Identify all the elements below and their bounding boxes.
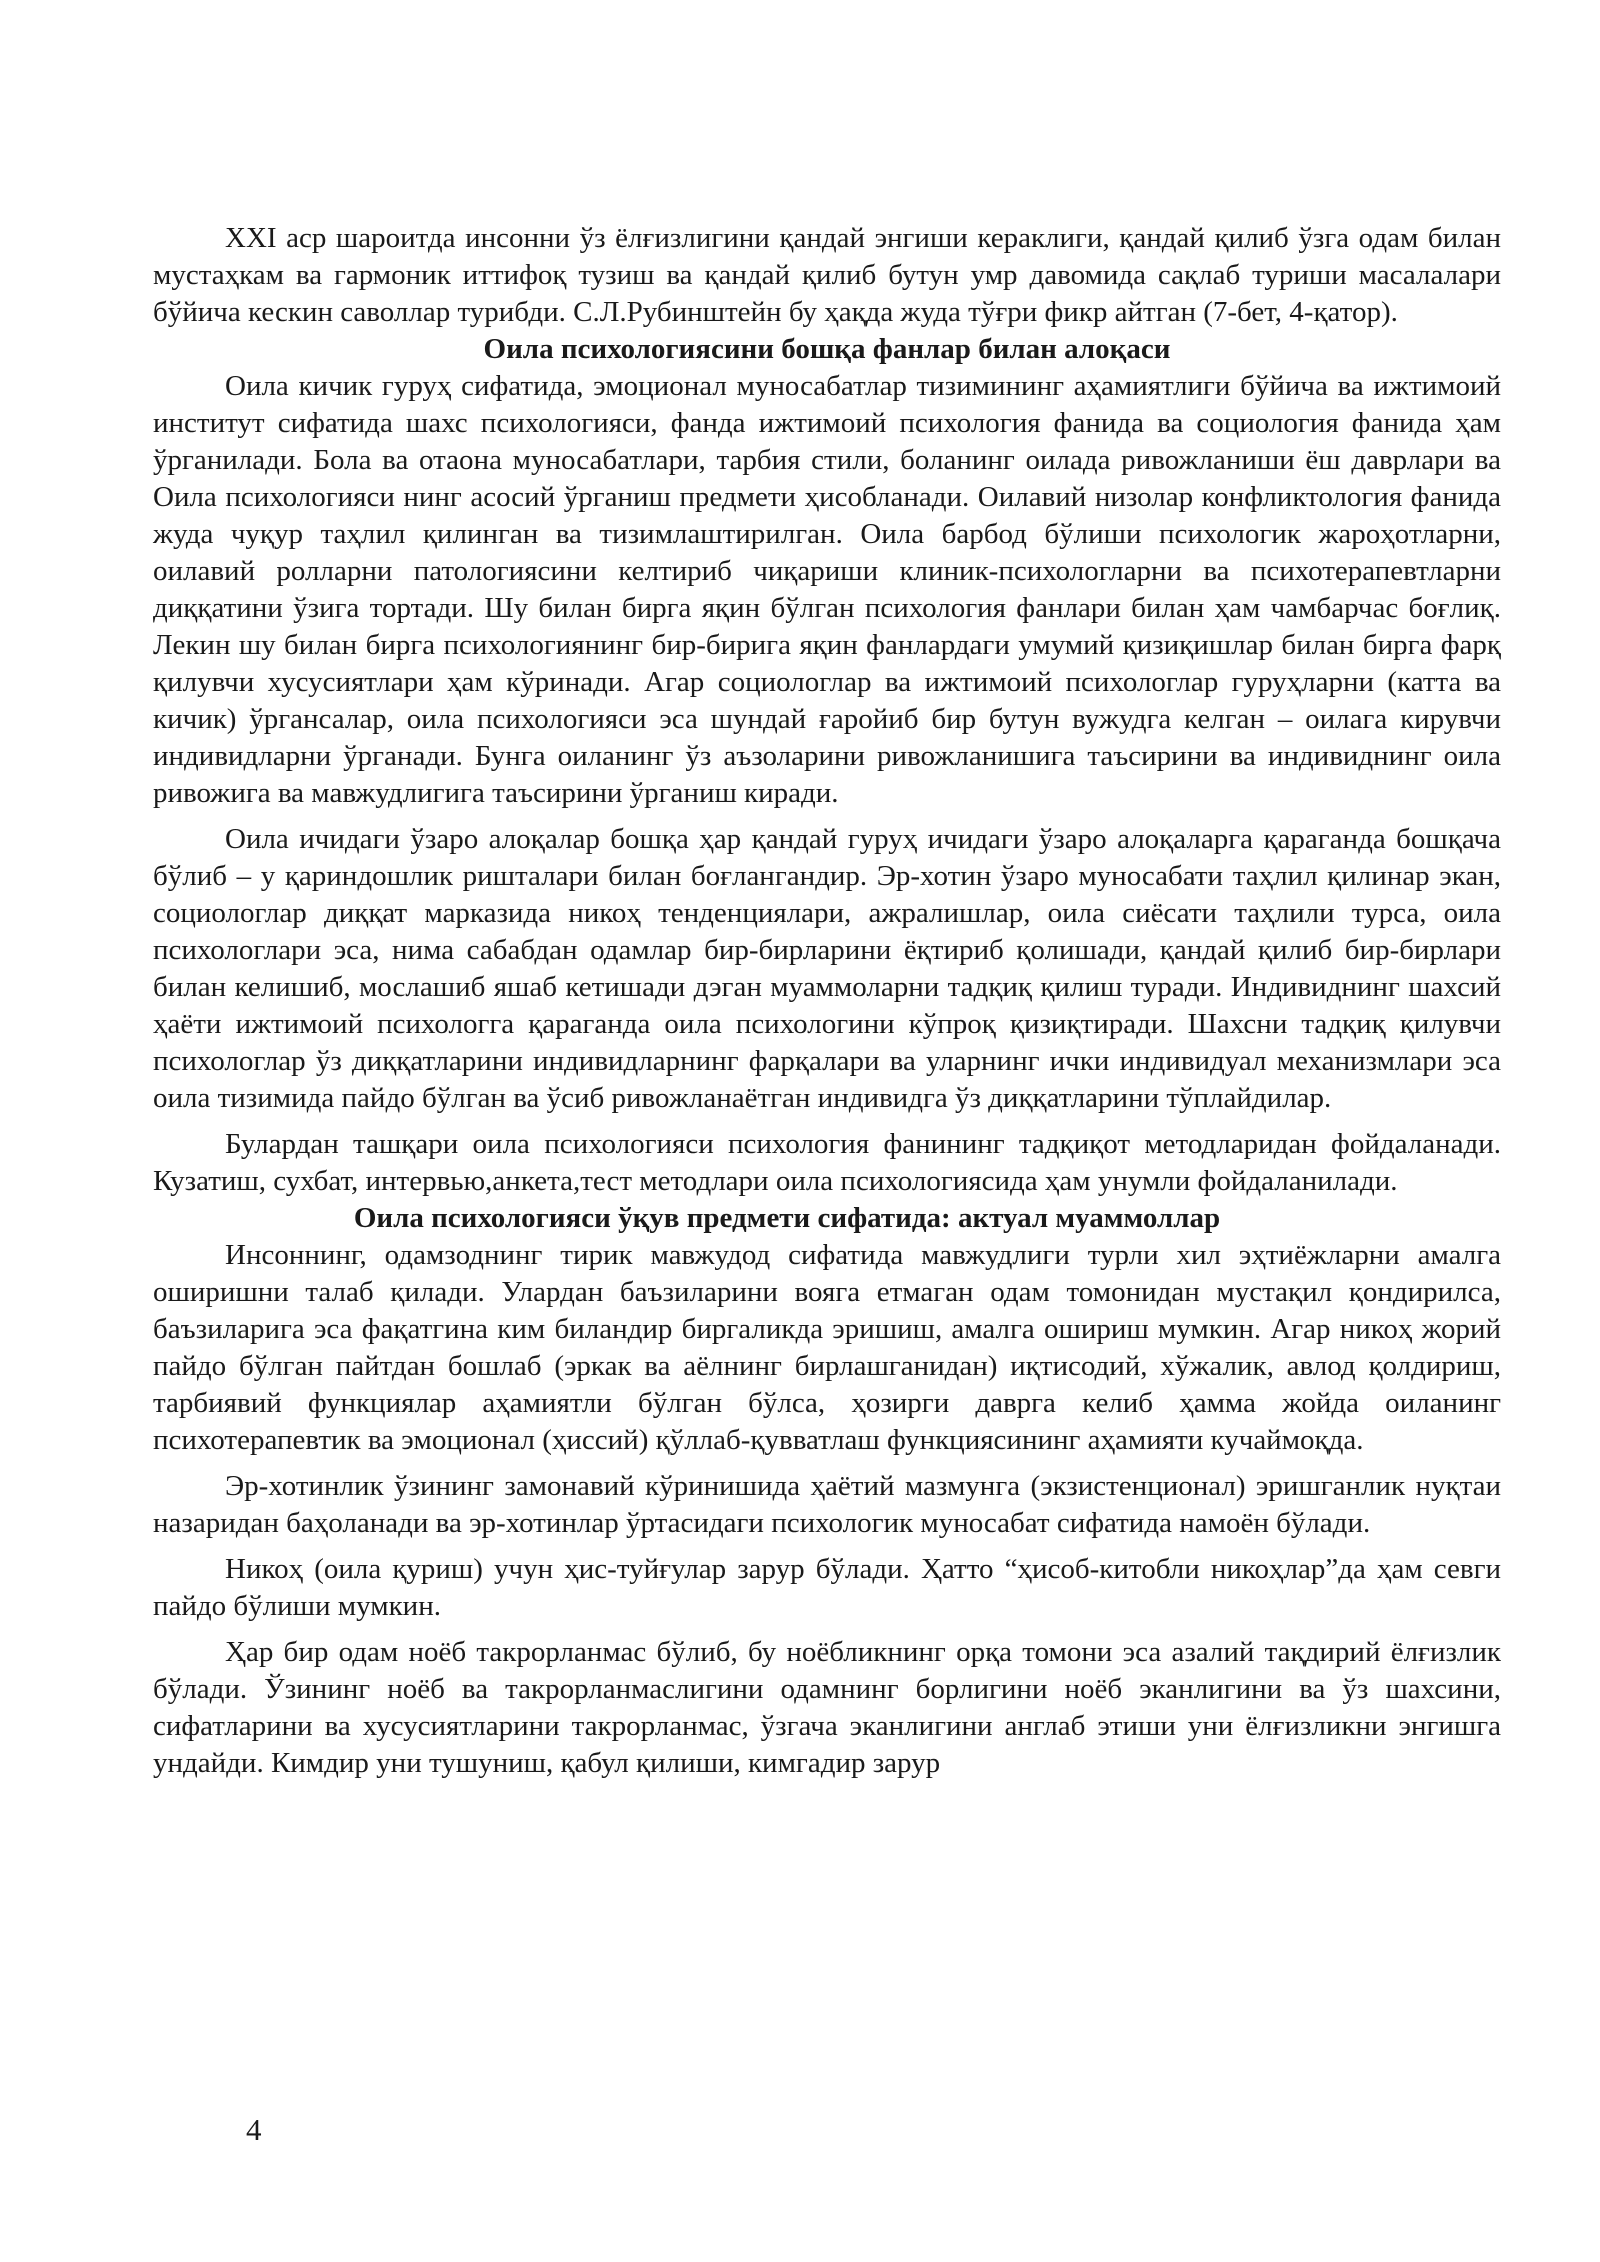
document-body <box>153 220 1501 1791</box>
paragraph-6: Эр-хотинлик ўзининг замонавий кўринишида ҳаётий мазмунга (экзистенционал) эришганлик нуқтаи назаридан баҳоланади ва эр-хотинлар ўртасидаги психологик муносабат сифатида намоён бўлади. <box>153 1470 1501 1539</box>
paragraph-7: Никоҳ (оила қуриш) учун ҳис-туйғулар зарур бўлади. Ҳатто “ҳисоб-китобли никоҳлар”да ҳам севги пайдо бўлиши мумкин. <box>153 1553 1501 1622</box>
section-heading-1: Оила психологиясини бошқа фанлар билан алоқаси <box>483 333 1171 365</box>
paragraph-4: Булардан ташқари оила психологияси психология фанининг тадқиқот методларидан фойдаланади. Кузатиш, сухбат, интервью,анкета,тест методлари оила психологиясида ҳам унумли фойдаланилади. <box>153 1128 1501 1197</box>
page-number: 4 <box>246 2112 262 2147</box>
paragraph-2: Оила кичик гуруҳ сифатида, эмоционал муносабатлар тизимининг аҳамиятлиги бўйича ва ижтимоий институт сифатида шахс психологияси, фанда ижтимоий психология фанида ва социология фанида ҳам ўрганилади. Бола ва отаона муносабатлари, тарбия стили, боланинг оилада ривожланиши ёш даврлари ва Оила психологияси нинг асосий ўрганиш предмети ҳисобланади. Оилавий низолар конфликтология фанида жуда чуқур таҳлил қилинган ва тизимлаштирилган. Оила барбод бўлиши психологик жароҳотларни, оилавий ролларни патологиясини келтириб чиқариши клиник-психологларни ва психотерапевтларни диққатини ўзига тортади. Шу билан бирга яқин бўлган психология фанлари билан ҳам чамбарчас боғлиқ. Лекин шу билан бирга психологиянинг бир-бирига яқин фанлардаги умумий қизиқишлар билан бирга фарқ қилувчи хусусиятлари ҳам кўринади. Агар социологлар ва ижтимоий психологлар гуруҳларни (катта ва кичик) ўргансалар, оила психологияси эса шундай ғаройиб бир бутун вужудга келган – оилага кирувчи индивидларни ўрганади. Бунга оиланинг ўз аъзоларини ривожланишига таъсирини ва индивиднинг оила ривожига ва мавжудлигига таъсирини ўрганиш киради. <box>153 370 1501 809</box>
section-heading-2: Оила психологияси ўқув предмети сифатида: актуал муаммоллар <box>353 1202 1221 1234</box>
paragraph-8: Ҳар бир одам ноёб такрорланмас бўлиб, бу ноёбликнинг орқа томони эса азалий тақдирий ёлғизлик бўлади. Ўзининг ноёб ва такрорланмаслигини одамнинг борлигини ноёб эканлигини ва ўз шахсини, сифатларини ва хусусиятларини такрорланмас, ўзгача эканлигини англаб этиши уни ёлғизликни энгишга ундайди. Кимдир уни тушуниш, қабул қилиши, кимгадир зарур <box>153 1636 1501 1779</box>
paragraph-5: Инсоннинг, одамзоднинг тирик мавжудод сифатида мавжудлиги турли хил эҳтиёжларни амалга оширишни талаб қилади. Улардан баъзиларини вояга етмаган одам томонидан мустақил қондирилса, баъзиларига эса фақатгина ким биландир биргаликда эришиш, амалга ошириш мумкин. Агар никоҳ жорий пайдо бўлган пайтдан бошлаб (эркак ва аёлнинг бирлашганидан) иқтисодий, хўжалик, авлод қолдириш, тарбиявий функциялар аҳамиятли бўлган бўлса, ҳозирги даврга келиб ҳамма жойда оиланинг психотерапевтик ва эмоционал (ҳиссий) қўллаб-қувватлаш функциясининг аҳамияти кучаймоқда. <box>153 1239 1501 1456</box>
paragraph-3: Оила ичидаги ўзаро алоқалар бошқа ҳар қандай гуруҳ ичидаги ўзаро алоқаларга қараганда бошқача бўлиб – у қариндошлик ришталари билан боғлангандир. Эр-хотин ўзаро муносабати таҳлил қилинар экан, социологлар диққат марказида никоҳ тенденциялари, ажралишлар, оила сиёсати таҳлили турса, оила психологлари эса, нима сабабдан одамлар бир-бирларини ёқтириб қолишади, қандай қилиб бир-бирлари билан келишиб, мослашиб яшаб кетишади дэган муаммоларни тадқиқ қилиш туради. Индивиднинг шахсий ҳаёти ижтимоий психологга қараганда оила психологини кўпроқ қизиқтиради. Шахсни тадқиқ қилувчи психологлар ўз диққатларини индивидларнинг фарқалари ва уларнинг ички индивидуал механизмлари эса оила тизимида пайдо бўлган ва ўсиб ривожланаётган индивидга ўз диққатларини тўплайдилар. <box>153 823 1501 1114</box>
paragraph-1: XXI аср шароитда инсонни ўз ёлғизлигини қандай энгиши кераклиги, қандай қилиб ўзга одам билан мустаҳкам ва гармоник иттифоқ тузиш ва қандай қилиб бутун умр давомида сақлаб туриши масалалари бўйича кескин саволлар турибди. С.Л.Рубинштейн бу ҳақда жуда тўғри фикр айтган (7-бет, 4-қатор). <box>153 222 1501 328</box>
